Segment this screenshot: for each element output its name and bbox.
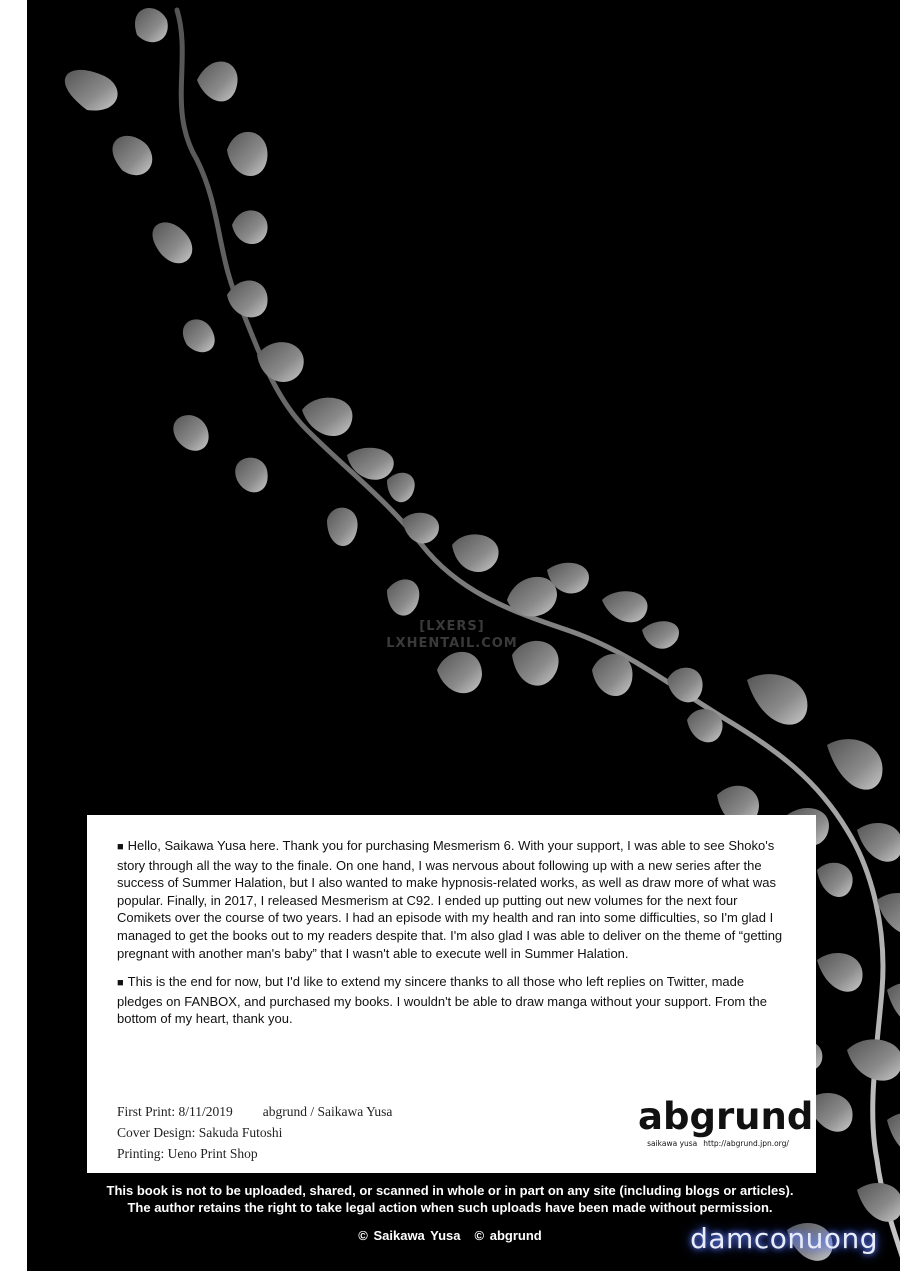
logo-author: saikawa yusa	[647, 1139, 698, 1148]
abgrund-logo	[638, 1095, 814, 1148]
copyright-author: © Saikawa Yusa	[358, 1228, 461, 1243]
publisher: abgrund / Saikawa Yusa	[262, 1104, 393, 1119]
logo-subline	[638, 1139, 798, 1148]
afterword-text-2: This is the end for now, but I'd like to extend my sincere thanks to all those who left replies on Twitter, made pledges on FANBOX, and purchased my books. I wouldn't be able to draw manga without your support. From the bottom of my heart, thank you.	[117, 974, 767, 1027]
logo-url: http://abgrund.jpn.org/	[703, 1139, 789, 1148]
colophon	[117, 1101, 392, 1164]
afterword-paragraph-2	[117, 973, 789, 1028]
scanlation-watermark	[382, 618, 522, 652]
watermark-line-1: [LXERS]	[419, 619, 485, 634]
afterword-text-1: Hello, Saikawa Yusa here. Thank you for purchasing Mesmerism 6. With your support, I was able to see Shoko's story through all the way to the finale. On one hand, I was nervous about following up with a new series after the success of Summer Halation, but I also wanted to make hypnosis-related works, as well as draw more of what was popular. Finally, in 2017, I released Mesmerism at C92. I ended up putting out new volumes for the next four Comikets over the course of two years. I had an episode with my health and ran into some difficulties, so I'm glad I managed to get the books out to my readers despite that. I'm also glad I was able to deliver on the theme of “getting pregnant with another man's baby” that I wasn't able to execute well in Summer Halation.	[117, 838, 783, 961]
copyright-circle: © abgrund	[474, 1228, 542, 1243]
square-bullet-icon: ■	[117, 977, 124, 989]
cover-design: Cover Design: Sakuda Futoshi	[117, 1125, 283, 1140]
afterword-paragraph-1	[117, 837, 789, 962]
afterword-panel	[87, 815, 816, 1173]
watermark-line-2: LXHENTAIL.COM	[386, 636, 518, 651]
legal-line-1: This book is not to be uploaded, shared, or scanned in whole or in part on any site (including blogs or articles).	[106, 1183, 794, 1198]
site-watermark: damconuong	[690, 1222, 878, 1255]
colophon-row-1	[117, 1101, 392, 1122]
legal-notice	[0, 1182, 900, 1216]
first-print: First Print: 8/11/2019	[117, 1104, 233, 1119]
printing: Printing: Ueno Print Shop	[117, 1146, 258, 1161]
logo-wordmark: abgrund	[638, 1095, 814, 1138]
legal-line-2: The author retains the right to take legal action when such uploads have been made without permission.	[127, 1200, 773, 1215]
square-bullet-icon: ■	[117, 841, 124, 853]
